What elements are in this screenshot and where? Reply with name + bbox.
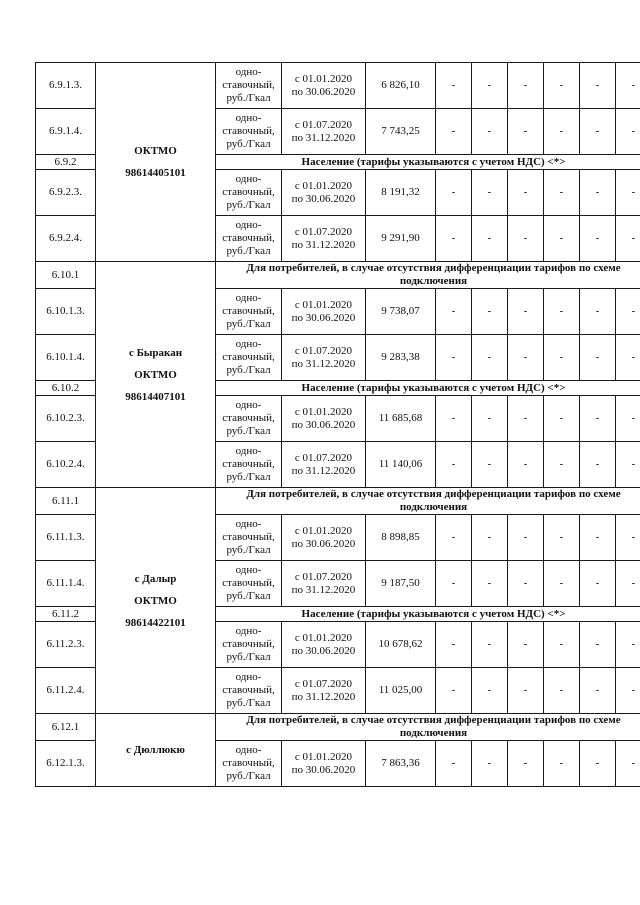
empty-value-dash: - — [508, 170, 544, 216]
tariff-type — [216, 109, 282, 155]
empty-value-dash: - — [580, 741, 616, 787]
empty-value-dash: - — [508, 741, 544, 787]
tariff-value: 9 738,07 — [366, 289, 436, 335]
empty-value-dash: - — [616, 289, 640, 335]
empty-value-dash: - — [436, 442, 472, 488]
cell-line: по 30.06.2020 — [291, 192, 356, 205]
empty-value-dash: - — [436, 561, 472, 607]
location-cell — [96, 262, 216, 488]
section-header-row — [36, 488, 640, 515]
empty-value-dash: - — [544, 622, 580, 668]
row-number: 6.11.2 — [36, 607, 96, 622]
cell-line: одно- — [235, 292, 262, 304]
empty-value-dash: - — [436, 63, 472, 109]
empty-value-dash: - — [472, 170, 508, 216]
empty-value-dash: - — [580, 442, 616, 488]
cell-line: одно- — [235, 564, 262, 576]
validity-period — [282, 216, 366, 262]
empty-value-dash: - — [580, 109, 616, 155]
empty-value-dash: - — [508, 63, 544, 109]
cell-line: по 30.06.2020 — [291, 418, 356, 431]
cell-line: ставочный, — [222, 305, 275, 317]
tariff-type — [216, 668, 282, 714]
cell-line: руб./Гкал — [226, 544, 271, 556]
empty-value-dash: - — [580, 170, 616, 216]
empty-value-dash: - — [544, 515, 580, 561]
empty-value-dash: - — [508, 289, 544, 335]
row-number: 6.12.1 — [36, 714, 96, 741]
cell-line: одно- — [235, 66, 262, 78]
cell-line: одно- — [235, 219, 262, 231]
table-row — [36, 63, 640, 109]
empty-value-dash: - — [580, 289, 616, 335]
empty-value-dash: - — [436, 515, 472, 561]
section-header: Для потребителей, в случае отсутствия дифференциации тарифов по схеме подключения — [216, 262, 640, 289]
cell-line: руб./Гкал — [226, 471, 271, 483]
row-number: 6.11.1 — [36, 488, 96, 515]
empty-value-dash: - — [616, 668, 640, 714]
cell-line: одно- — [235, 744, 262, 756]
tariff-type — [216, 216, 282, 262]
tariff-value: 9 283,38 — [366, 335, 436, 381]
empty-value-dash: - — [616, 622, 640, 668]
cell-line: руб./Гкал — [226, 364, 271, 376]
validity-period — [282, 515, 366, 561]
cell-line: 98614407101 — [125, 390, 186, 403]
empty-value-dash: - — [616, 170, 640, 216]
cell-line: по 31.12.2020 — [291, 131, 356, 144]
empty-value-dash: - — [580, 335, 616, 381]
row-number: 6.12.1.3. — [36, 741, 96, 787]
cell-line: с 01.07.2020 — [294, 225, 353, 238]
empty-value-dash: - — [436, 289, 472, 335]
cell-line: по 30.06.2020 — [291, 311, 356, 324]
row-number: 6.10.2 — [36, 381, 96, 396]
cell-line: ставочный, — [222, 531, 275, 543]
empty-value-dash: - — [580, 515, 616, 561]
empty-value-dash: - — [616, 216, 640, 262]
tariff-type — [216, 63, 282, 109]
cell-line: одно- — [235, 338, 262, 350]
validity-period — [282, 561, 366, 607]
empty-value-dash: - — [508, 622, 544, 668]
empty-value-dash: - — [616, 109, 640, 155]
cell-line: руб./Гкал — [226, 318, 271, 330]
empty-value-dash: - — [472, 561, 508, 607]
empty-value-dash: - — [544, 109, 580, 155]
cell-line: с 01.07.2020 — [294, 677, 353, 690]
cell-line: по 30.06.2020 — [291, 537, 356, 550]
location-cell — [96, 714, 216, 787]
cell-line: руб./Гкал — [226, 245, 271, 257]
validity-period — [282, 109, 366, 155]
empty-value-dash: - — [616, 741, 640, 787]
cell-line: одно- — [235, 112, 262, 124]
empty-value-dash: - — [472, 109, 508, 155]
cell-line: с 01.07.2020 — [294, 344, 353, 357]
section-header: Для потребителей, в случае отсутствия дифференциации тарифов по схеме подключения — [216, 488, 640, 515]
row-number: 6.11.2.4. — [36, 668, 96, 714]
cell-line: ставочный, — [222, 232, 275, 244]
empty-value-dash: - — [472, 668, 508, 714]
cell-line: с 01.01.2020 — [294, 298, 353, 311]
empty-value-dash: - — [436, 109, 472, 155]
empty-value-dash: - — [472, 622, 508, 668]
cell-line: по 31.12.2020 — [291, 357, 356, 370]
validity-period — [282, 741, 366, 787]
section-header: Население (тарифы указываются с учетом НДС) <*> — [216, 155, 640, 170]
tariff-type — [216, 442, 282, 488]
empty-value-dash: - — [544, 396, 580, 442]
row-number: 6.11.1.4. — [36, 561, 96, 607]
empty-value-dash: - — [508, 561, 544, 607]
cell-line: с Далыр — [134, 572, 177, 585]
empty-value-dash: - — [616, 335, 640, 381]
cell-line: одно- — [235, 671, 262, 683]
cell-line: по 30.06.2020 — [291, 763, 356, 776]
empty-value-dash: - — [580, 216, 616, 262]
section-header: Население (тарифы указываются с учетом НДС) <*> — [216, 607, 640, 622]
empty-value-dash: - — [472, 335, 508, 381]
empty-value-dash: - — [472, 216, 508, 262]
empty-value-dash: - — [436, 216, 472, 262]
cell-line: ставочный, — [222, 186, 275, 198]
empty-value-dash: - — [616, 515, 640, 561]
cell-line: одно- — [235, 399, 262, 411]
validity-period — [282, 170, 366, 216]
empty-value-dash: - — [580, 668, 616, 714]
cell-line: с 01.07.2020 — [294, 118, 353, 131]
empty-value-dash: - — [436, 622, 472, 668]
cell-line: ставочный, — [222, 412, 275, 424]
tariff-value: 9 187,50 — [366, 561, 436, 607]
row-number: 6.10.1.3. — [36, 289, 96, 335]
cell-line: с 01.01.2020 — [294, 524, 353, 537]
cell-line: руб./Гкал — [226, 425, 271, 437]
tariff-type — [216, 622, 282, 668]
empty-value-dash: - — [616, 442, 640, 488]
cell-line: по 30.06.2020 — [291, 85, 356, 98]
tariff-value: 7 743,25 — [366, 109, 436, 155]
empty-value-dash: - — [580, 561, 616, 607]
cell-line: с 01.07.2020 — [294, 451, 353, 464]
empty-value-dash: - — [436, 668, 472, 714]
cell-line: одно- — [235, 625, 262, 637]
tariff-value: 7 863,36 — [366, 741, 436, 787]
tariff-value: 10 678,62 — [366, 622, 436, 668]
tariff-type — [216, 396, 282, 442]
empty-value-dash: - — [436, 741, 472, 787]
row-number: 6.10.1 — [36, 262, 96, 289]
empty-value-dash: - — [508, 396, 544, 442]
cell-line: с 01.01.2020 — [294, 750, 353, 763]
row-number: 6.9.1.3. — [36, 63, 96, 109]
empty-value-dash: - — [508, 216, 544, 262]
tariff-value: 9 291,90 — [366, 216, 436, 262]
empty-value-dash: - — [472, 396, 508, 442]
validity-period — [282, 63, 366, 109]
tariff-value: 8 898,85 — [366, 515, 436, 561]
tariff-type — [216, 289, 282, 335]
cell-line: ставочный, — [222, 351, 275, 363]
tariff-value: 11 025,00 — [366, 668, 436, 714]
row-number: 6.10.1.4. — [36, 335, 96, 381]
empty-value-dash: - — [544, 289, 580, 335]
cell-line: ОКТМО — [134, 145, 177, 157]
empty-value-dash: - — [544, 335, 580, 381]
empty-value-dash: - — [436, 335, 472, 381]
row-number: 6.9.2 — [36, 155, 96, 170]
validity-period — [282, 335, 366, 381]
row-number: 6.9.1.4. — [36, 109, 96, 155]
tariff-value: 6 826,10 — [366, 63, 436, 109]
cell-line: ОКТМО — [134, 594, 177, 607]
cell-line: с Дюллюкю — [126, 744, 185, 756]
cell-line: по 31.12.2020 — [291, 583, 356, 596]
cell-line: с 01.01.2020 — [294, 405, 353, 418]
cell-line: руб./Гкал — [226, 590, 271, 602]
tariff-table-body — [36, 63, 640, 787]
empty-value-dash: - — [580, 63, 616, 109]
cell-line: по 30.06.2020 — [291, 644, 356, 657]
cell-line: руб./Гкал — [226, 770, 271, 782]
empty-value-dash: - — [472, 289, 508, 335]
empty-value-dash: - — [544, 668, 580, 714]
empty-value-dash: - — [508, 335, 544, 381]
cell-line: ставочный, — [222, 458, 275, 470]
cell-line: по 31.12.2020 — [291, 464, 356, 477]
empty-value-dash: - — [472, 442, 508, 488]
empty-value-dash: - — [580, 396, 616, 442]
cell-line: одно- — [235, 518, 262, 530]
validity-period — [282, 442, 366, 488]
empty-value-dash: - — [544, 442, 580, 488]
validity-period — [282, 289, 366, 335]
cell-line: ставочный, — [222, 757, 275, 769]
cell-line: руб./Гкал — [226, 199, 271, 211]
cell-line: с Быракан — [128, 346, 183, 359]
cell-line: по 31.12.2020 — [291, 238, 356, 251]
cell-line: одно- — [235, 173, 262, 185]
cell-line: ставочный, — [222, 638, 275, 650]
validity-period — [282, 396, 366, 442]
cell-line: с 01.07.2020 — [294, 570, 353, 583]
tariff-type — [216, 170, 282, 216]
row-number: 6.10.2.4. — [36, 442, 96, 488]
empty-value-dash: - — [544, 216, 580, 262]
row-number: 6.11.1.3. — [36, 515, 96, 561]
validity-period — [282, 668, 366, 714]
section-header: Население (тарифы указываются с учетом НДС) <*> — [216, 381, 640, 396]
section-header: Для потребителей, в случае отсутствия дифференциации тарифов по схеме подключения — [216, 714, 640, 741]
empty-value-dash: - — [472, 515, 508, 561]
cell-line: руб./Гкал — [226, 651, 271, 663]
cell-line: ОКТМО — [134, 368, 177, 381]
tariff-value: 8 191,32 — [366, 170, 436, 216]
section-header-row — [36, 262, 640, 289]
empty-value-dash: - — [508, 515, 544, 561]
location-cell — [96, 488, 216, 714]
tariff-type — [216, 741, 282, 787]
empty-value-dash: - — [616, 63, 640, 109]
row-number: 6.9.2.3. — [36, 170, 96, 216]
cell-line: одно- — [235, 445, 262, 457]
tariff-type — [216, 561, 282, 607]
cell-line: руб./Гкал — [226, 138, 271, 150]
cell-line: с 01.01.2020 — [294, 179, 353, 192]
validity-period — [282, 622, 366, 668]
empty-value-dash: - — [616, 396, 640, 442]
cell-line: ставочный, — [222, 577, 275, 589]
cell-line: руб./Гкал — [226, 697, 271, 709]
empty-value-dash: - — [472, 741, 508, 787]
empty-value-dash: - — [580, 622, 616, 668]
cell-line: ставочный, — [222, 684, 275, 696]
tariff-table — [35, 62, 640, 787]
row-number: 6.9.2.4. — [36, 216, 96, 262]
tariff-value: 11 685,68 — [366, 396, 436, 442]
cell-line: с 01.01.2020 — [294, 72, 353, 85]
empty-value-dash: - — [436, 170, 472, 216]
empty-value-dash: - — [472, 63, 508, 109]
empty-value-dash: - — [544, 170, 580, 216]
section-header-row — [36, 714, 640, 741]
row-number: 6.11.2.3. — [36, 622, 96, 668]
cell-line: по 31.12.2020 — [291, 690, 356, 703]
cell-line: руб./Гкал — [226, 92, 271, 104]
tariff-value: 11 140,06 — [366, 442, 436, 488]
cell-line: ставочный, — [222, 79, 275, 91]
cell-line: с 01.01.2020 — [294, 631, 353, 644]
empty-value-dash: - — [436, 396, 472, 442]
empty-value-dash: - — [544, 561, 580, 607]
tariff-type — [216, 515, 282, 561]
tariff-type — [216, 335, 282, 381]
cell-line: ставочный, — [222, 125, 275, 137]
empty-value-dash: - — [544, 741, 580, 787]
empty-value-dash: - — [616, 561, 640, 607]
empty-value-dash: - — [508, 442, 544, 488]
row-number: 6.10.2.3. — [36, 396, 96, 442]
empty-value-dash: - — [508, 109, 544, 155]
cell-line: 98614422101 — [125, 616, 186, 629]
cell-line: 98614405101 — [125, 167, 186, 179]
location-cell — [96, 63, 216, 262]
empty-value-dash: - — [544, 63, 580, 109]
empty-value-dash: - — [508, 668, 544, 714]
